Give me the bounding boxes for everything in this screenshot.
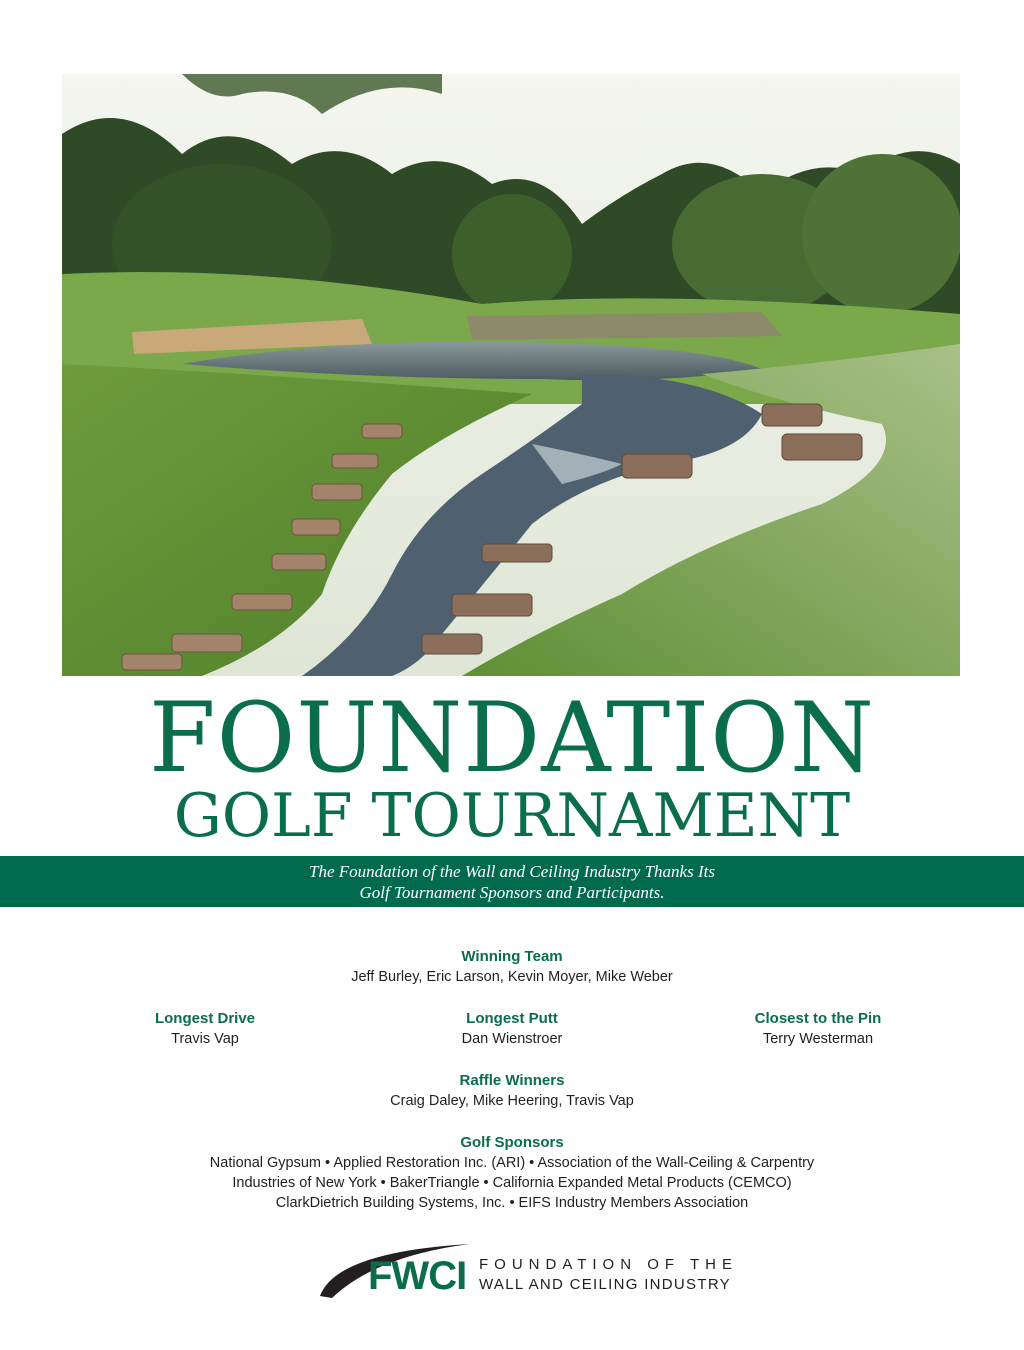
longest-drive-heading: Longest Drive (154, 1010, 256, 1027)
longest-putt-heading: Longest Putt (466, 1010, 558, 1027)
longest-putt-section (412, 1009, 612, 1049)
closest-pin-section (708, 1009, 928, 1049)
golf-course-photo (62, 74, 960, 676)
closest-pin-heading: Closest to the Pin (754, 1010, 882, 1027)
raffle-section (0, 1071, 1024, 1111)
raffle-names: Craig Daley, Mike Heering, Travis Vap (390, 1093, 634, 1109)
winning-team-heading: Winning Team (461, 948, 563, 965)
thanks-line-1: The Foundation of the Wall and Ceiling Industry Thanks Its (309, 862, 715, 881)
sponsors-line-2: Industries of New York • BakerTriangle • California Expanded Metal Products (CEMCO) (232, 1175, 792, 1191)
fwci-logo (316, 1240, 738, 1302)
thanks-band (0, 856, 1024, 907)
page-title: FOUNDATION (149, 682, 875, 794)
thanks-line-2: Golf Tournament Sponsors and Participants. (359, 883, 665, 902)
sponsors-heading: Golf Sponsors (460, 1134, 564, 1151)
winning-team-section (0, 947, 1024, 987)
page-subtitle: GOLF TOURNAMENT (173, 781, 851, 851)
logo-line-2: WALL AND CEILING INDUSTRY (479, 1276, 731, 1293)
sponsors-line-3: ClarkDietrich Building Systems, Inc. • EIFS Industry Members Association (275, 1195, 749, 1211)
longest-putt-names: Dan Wienstroer (461, 1031, 563, 1047)
sponsors-line-1: National Gypsum • Applied Restoration Inc. (ARI) • Association of the Wall-Ceiling & Carpentry (209, 1155, 815, 1171)
longest-drive-section (105, 1009, 305, 1049)
winning-team-names: Jeff Burley, Eric Larson, Kevin Moyer, Mike Weber (351, 969, 673, 985)
longest-drive-names: Travis Vap (171, 1031, 239, 1047)
logo-line-1: FOUNDATION OF THE (479, 1256, 738, 1273)
logo-abbreviation: FWCI (368, 1254, 467, 1298)
sponsors-section (0, 1133, 1024, 1213)
raffle-heading: Raffle Winners (459, 1072, 565, 1089)
closest-pin-names: Terry Westerman (762, 1031, 874, 1047)
